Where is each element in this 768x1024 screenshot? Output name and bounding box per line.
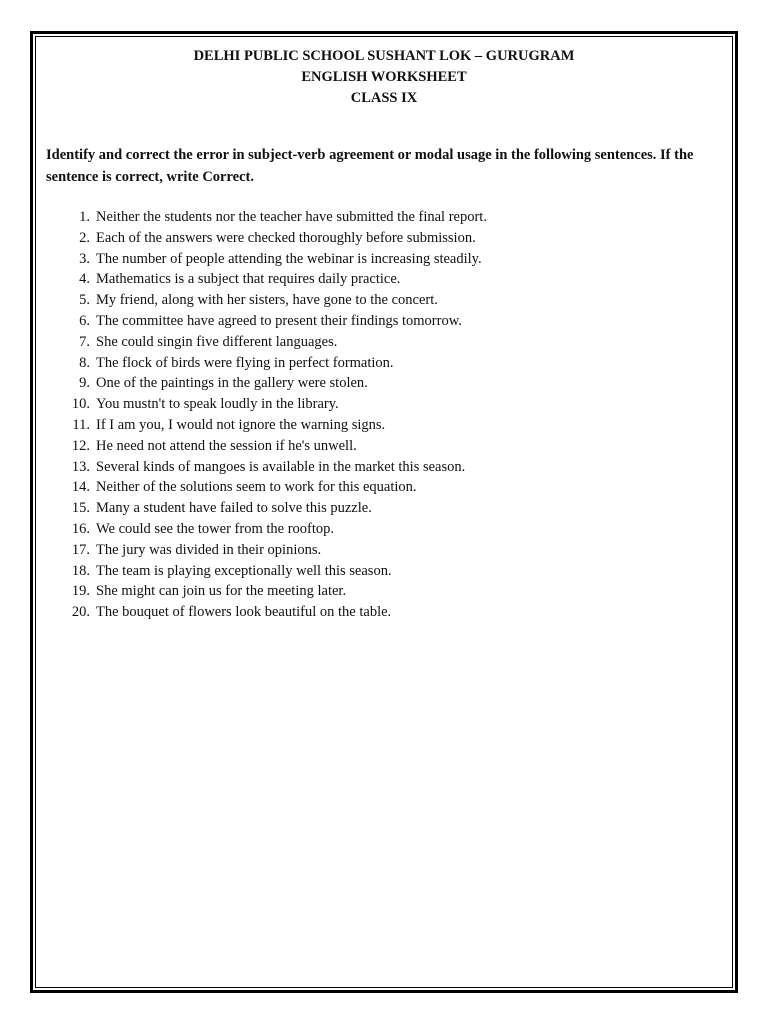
- question-number: 5.: [79, 292, 90, 309]
- question-item: [46, 581, 706, 602]
- question-text: We could see the tower from the rooftop.: [96, 520, 335, 537]
- question-number: 18.: [71, 562, 90, 579]
- question-item: [46, 602, 706, 623]
- school-name: DELHI PUBLIC SCHOOL SUSHANT LOK – GURUGRAM: [193, 48, 575, 64]
- question-item: [46, 394, 706, 415]
- instructions: Identify and correct the error in subject-verb agreement or modal usage in the following sentences. If the sentence is correct, write Correct.: [46, 147, 694, 185]
- question-item: [46, 228, 706, 249]
- question-item: [46, 269, 706, 290]
- question-number: 7.: [79, 333, 90, 350]
- question-item: [46, 332, 706, 353]
- question-item: [46, 561, 706, 582]
- question-number: 8.: [79, 354, 90, 371]
- question-text: He need not attend the session if he's unwell.: [96, 437, 357, 454]
- worksheet-header: [36, 46, 732, 109]
- question-item: [46, 207, 706, 228]
- question-list: [46, 207, 706, 623]
- question-text: The team is playing exceptionally well this season.: [96, 562, 392, 579]
- question-text: Mathematics is a subject that requires daily practice.: [96, 271, 401, 288]
- question-number: 6.: [79, 312, 90, 329]
- question-text: If I am you, I would not ignore the warning signs.: [96, 416, 386, 433]
- question-item: [46, 353, 706, 374]
- question-text: She could singin five different languages.: [96, 333, 338, 350]
- question-text: Neither the students nor the teacher have submitted the final report.: [96, 209, 487, 225]
- question-item: [46, 436, 706, 457]
- question-number: 16.: [71, 520, 90, 537]
- question-item: [46, 477, 706, 498]
- question-item: [46, 311, 706, 332]
- question-number: 14.: [71, 479, 90, 496]
- question-number: 2.: [79, 229, 90, 246]
- question-item: [46, 498, 706, 519]
- question-number: 4.: [79, 271, 90, 288]
- question-text: The bouquet of flowers look beautiful on the table.: [96, 604, 392, 621]
- question-number: 1.: [79, 209, 90, 225]
- question-number: 13.: [71, 458, 90, 475]
- question-number: 17.: [71, 541, 90, 558]
- question-text: Several kinds of mangoes is available in the market this season.: [96, 458, 466, 475]
- question-item: [46, 540, 706, 561]
- question-number: 10.: [71, 396, 90, 413]
- question-text: The number of people attending the webinar is increasing steadily.: [96, 250, 482, 267]
- question-number: 3.: [79, 250, 90, 267]
- worksheet-title: ENGLISH WORKSHEET: [301, 69, 467, 85]
- question-text: Neither of the solutions seem to work for this equation.: [96, 479, 417, 496]
- question-item: [46, 457, 706, 478]
- question-number: 20.: [71, 604, 90, 621]
- question-text: She might can join us for the meeting later.: [96, 583, 347, 600]
- question-text: One of the paintings in the gallery were stolen.: [96, 375, 368, 392]
- question-text: You mustn't to speak loudly in the library.: [96, 396, 339, 413]
- question-item: [46, 415, 706, 436]
- question-number: 15.: [71, 500, 90, 517]
- class-label: CLASS IX: [350, 90, 418, 106]
- question-item: [46, 290, 706, 311]
- question-text: Each of the answers were checked thoroughly before submission.: [96, 229, 476, 246]
- question-item: [46, 373, 706, 394]
- question-number: 12.: [71, 437, 90, 454]
- question-number: 11.: [72, 416, 90, 433]
- question-text: The jury was divided in their opinions.: [96, 541, 322, 558]
- question-number: 9.: [79, 375, 90, 392]
- question-item: [46, 519, 706, 540]
- question-text: The flock of birds were flying in perfect formation.: [96, 354, 394, 371]
- question-number: 19.: [71, 583, 90, 600]
- question-text: The committee have agreed to present their findings tomorrow.: [96, 312, 462, 329]
- question-item: [46, 249, 706, 270]
- question-text: Many a student have failed to solve this puzzle.: [96, 500, 372, 517]
- question-text: My friend, along with her sisters, have gone to the concert.: [96, 292, 438, 309]
